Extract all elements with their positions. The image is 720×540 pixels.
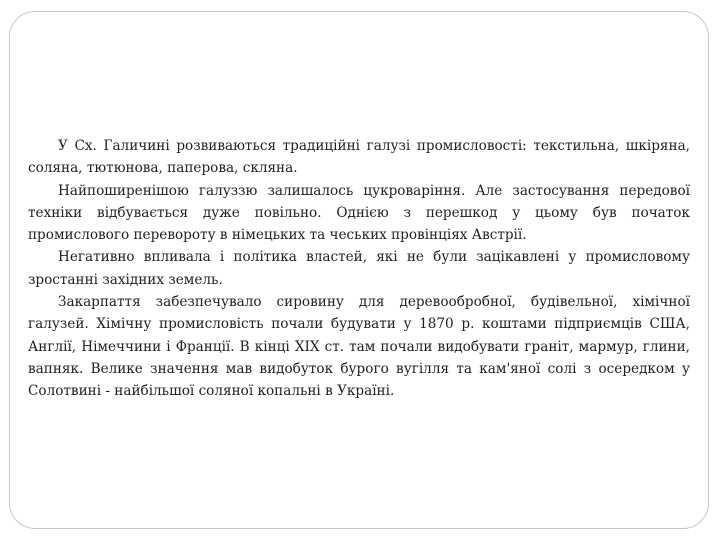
body-text [28,135,690,403]
paragraph-4: Закарпаття забезпечувало сировину для деревообробної, будівельної, хімічної галузей. Хімічну промисловість почали будувати у 1870 р. коштами підприємців США, Англії, Німеччини і Франції. В кінці XIX ст. там почали видобувати граніт, мармур, глини, вапняк. Велике значення мав видобуток бурого вугілля та кам'яної солі з осередком у Солотвині - найбільшої соляної копальні в Україні. [28,294,690,400]
paragraph-3: Негативно впливала і політика властей, які не були зацікавлені у промисловому зростанні західних земель. [28,249,690,288]
paragraph-1: У Сх. Галичині розвиваються традиційні галузі промисловості: текстильна, шкіряна, соляна, тютюнова, паперова, скляна. [28,138,690,177]
paragraph-2: Найпоширенішою галуззю залишалось цукроваріння. Але застосування передової техніки відбувається дуже повільно. Однією з перешкод у цьому був початок промислового перевороту в німецьких та чеських провінціях Австрії. [28,182,690,244]
